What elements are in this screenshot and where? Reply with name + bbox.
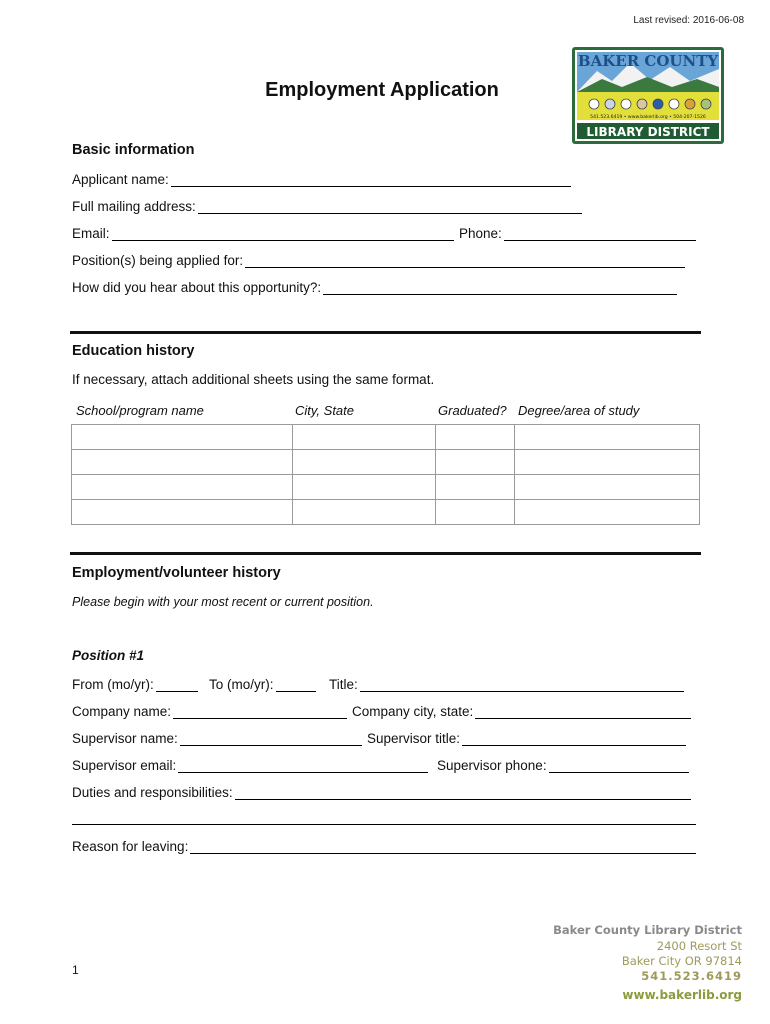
from-date-label: From (mo/yr): [72, 677, 154, 692]
footer-website-link[interactable]: www.bakerlib.org [622, 988, 742, 1002]
education-col-graduated: Graduated? [438, 403, 507, 418]
supervisor-title-line[interactable] [462, 733, 686, 746]
email-field[interactable] [72, 223, 454, 241]
to-date-field[interactable] [209, 674, 316, 692]
applicant-name-field[interactable] [72, 169, 571, 187]
email-line[interactable] [112, 228, 454, 241]
company-city-label: Company city, state: [352, 704, 474, 719]
table-row [72, 500, 700, 525]
svg-text:LIBRARY DISTRICT: LIBRARY DISTRICT [586, 125, 710, 139]
education-cell[interactable] [436, 475, 515, 500]
section-divider [70, 552, 701, 555]
supervisor-name-field[interactable] [72, 728, 362, 746]
page-title: Employment Application [265, 79, 499, 101]
education-col-degree: Degree/area of study [518, 403, 640, 418]
education-cell[interactable] [515, 450, 700, 475]
education-cell[interactable] [436, 425, 515, 450]
phone-label: Phone: [459, 226, 502, 241]
company-name-field[interactable] [72, 701, 347, 719]
supervisor-phone-line[interactable] [549, 760, 689, 773]
page-number: 1 [72, 963, 79, 977]
section-divider [70, 331, 701, 334]
company-city-line[interactable] [475, 706, 691, 719]
education-cell[interactable] [292, 475, 436, 500]
to-date-line[interactable] [276, 679, 316, 692]
supervisor-name-line[interactable] [180, 733, 362, 746]
supervisor-email-label: Supervisor email: [72, 758, 177, 773]
reason-leaving-label: Reason for leaving: [72, 839, 189, 854]
supervisor-name-label: Supervisor name: [72, 731, 178, 746]
reason-leaving-field[interactable] [72, 836, 696, 854]
heard-about-field[interactable] [72, 277, 677, 295]
position-heading: Position #1 [72, 648, 145, 663]
education-cell[interactable] [292, 425, 436, 450]
company-name-line[interactable] [173, 706, 347, 719]
employment-heading: Employment/volunteer history [72, 565, 281, 581]
footer-phone: 541.523.6419 [641, 969, 742, 983]
education-cell[interactable] [72, 500, 293, 525]
mailing-address-label: Full mailing address: [72, 199, 196, 214]
education-heading: Education history [72, 343, 195, 359]
education-cell[interactable] [292, 450, 436, 475]
title-line[interactable] [360, 679, 684, 692]
table-row [72, 450, 700, 475]
company-city-field[interactable] [352, 701, 691, 719]
title-field[interactable] [329, 674, 684, 692]
heard-about-label: How did you hear about this opportunity?: [72, 280, 322, 295]
svg-text:541.523.6419 • www.bakerlib.or: 541.523.6419 • www.bakerlib.org • 504-207-1526 [590, 115, 706, 120]
education-cell[interactable] [515, 475, 700, 500]
phone-line[interactable] [504, 228, 696, 241]
phone-field[interactable] [459, 223, 696, 241]
table-row [72, 425, 700, 450]
education-col-school: School/program name [76, 403, 204, 418]
table-row [72, 475, 700, 500]
duties-line[interactable] [235, 787, 691, 800]
duties-extra-line[interactable] [72, 824, 696, 825]
from-date-line[interactable] [156, 679, 198, 692]
education-cell[interactable] [515, 425, 700, 450]
duties-label: Duties and responsibilities: [72, 785, 233, 800]
positions-label: Position(s) being applied for: [72, 253, 244, 268]
email-label: Email: [72, 226, 110, 241]
education-cell[interactable] [515, 500, 700, 525]
svg-text:BAKER COUNTY: BAKER COUNTY [577, 52, 719, 70]
reason-leaving-line[interactable] [190, 841, 696, 854]
from-date-field[interactable] [72, 674, 198, 692]
last-revised-date: Last revised: 2016-06-08 [633, 15, 744, 26]
mailing-address-field[interactable] [72, 196, 582, 214]
positions-field[interactable] [72, 250, 685, 268]
supervisor-email-field[interactable] [72, 755, 428, 773]
education-cell[interactable] [436, 450, 515, 475]
footer-city: Baker City OR 97814 [621, 954, 742, 968]
supervisor-email-line[interactable] [178, 760, 428, 773]
duties-field[interactable] [72, 782, 691, 800]
footer-org-name: Baker County Library District [553, 923, 742, 937]
company-name-label: Company name: [72, 704, 172, 719]
employment-note: Please begin with your most recent or current position. [72, 595, 374, 609]
education-cell[interactable] [72, 475, 293, 500]
supervisor-title-field[interactable] [367, 728, 686, 746]
education-note: If necessary, attach additional sheets using the same format. [72, 372, 435, 387]
education-col-city: City, State [295, 403, 355, 418]
title-label: Title: [329, 677, 358, 692]
education-cell[interactable] [72, 425, 293, 450]
applicant-name-line[interactable] [171, 174, 571, 187]
mailing-address-line[interactable] [198, 201, 582, 214]
footer-street: 2400 Resort St [656, 939, 742, 953]
to-date-label: To (mo/yr): [209, 677, 274, 692]
heard-about-line[interactable] [323, 282, 677, 295]
applicant-name-label: Applicant name: [72, 172, 169, 187]
education-cell[interactable] [436, 500, 515, 525]
positions-line[interactable] [245, 255, 685, 268]
supervisor-phone-label: Supervisor phone: [437, 758, 547, 773]
education-cell[interactable] [292, 500, 436, 525]
supervisor-title-label: Supervisor title: [367, 731, 461, 746]
education-cell[interactable] [72, 450, 293, 475]
basic-info-heading: Basic information [72, 142, 195, 158]
education-table [71, 424, 700, 525]
supervisor-phone-field[interactable] [437, 755, 689, 773]
